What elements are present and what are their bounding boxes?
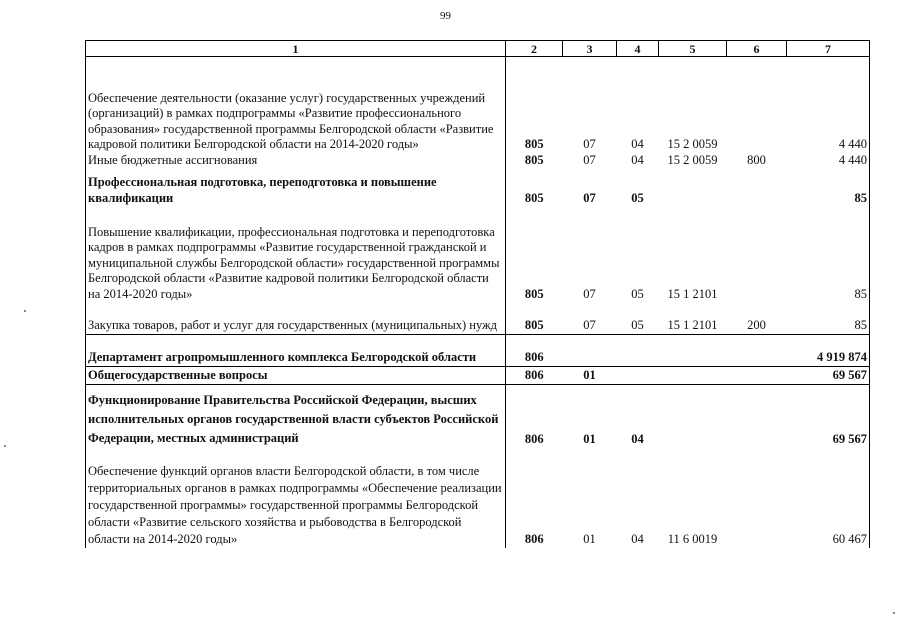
row-section: 07	[583, 137, 596, 151]
table-row	[86, 168, 870, 206]
row-subsection	[617, 334, 659, 366]
row-section: 07	[583, 286, 596, 301]
row-amount: 4 919 874	[787, 334, 870, 366]
row-subsection: 05	[617, 302, 659, 334]
table-row	[86, 384, 870, 448]
row-subsection: 04	[631, 532, 644, 546]
row-code: 805	[506, 168, 563, 206]
row-subsection: 04	[631, 137, 644, 151]
row-amount: 4 440	[787, 57, 870, 153]
row-description: Департамент агропромышленного комплекса Белгородской области	[86, 334, 506, 366]
table-row	[86, 448, 870, 548]
row-code: 806	[506, 384, 563, 448]
header-col-6: 6	[727, 41, 787, 57]
row-amount: 85	[787, 206, 870, 302]
scan-speck	[24, 310, 26, 312]
row-section: 07	[583, 190, 596, 205]
row-subsection	[617, 366, 659, 384]
table-row	[86, 334, 870, 366]
row-code: 805	[506, 302, 563, 334]
row-amount: 85	[787, 168, 870, 206]
row-expense-type	[727, 57, 787, 153]
row-expense-type: 200	[727, 302, 787, 334]
table-row	[86, 57, 870, 153]
row-section: 07	[583, 152, 596, 167]
row-target-article	[659, 334, 727, 366]
row-amount: 69 567	[787, 384, 870, 448]
row-amount: 60 467	[787, 448, 870, 548]
row-description: Обеспечение деятельности (оказание услуг) государственных учреждений (организаций) в рамках подпрограммы «Развитие профессионального образования» государственной программы Белгородской области «Развитие кадровой политики Белгородской области на 2014-2020 годы»	[86, 57, 506, 153]
row-description: Повышение квалификации, профессиональная подготовка и переподготовка кадров в рамках подпрограммы «Развитие государственной гражданской и муниципальной службы Белгородской области» государственной программы Белгородской области «Развитие кадровой политики Белгородской области на 2014-2020 годы»	[86, 206, 506, 302]
row-subsection: 05	[631, 286, 644, 301]
row-expense-type	[727, 334, 787, 366]
table-row	[86, 206, 870, 302]
row-expense-type: 800	[747, 152, 766, 167]
header-col-7: 7	[787, 41, 870, 57]
header-col-4: 4	[617, 41, 659, 57]
row-amount: 85	[787, 302, 870, 334]
row-target-article: 15 1 2101	[659, 302, 727, 334]
row-expense-type	[727, 206, 787, 302]
row-code: 805	[506, 206, 563, 302]
budget-table	[85, 40, 870, 548]
row-expense-type	[727, 168, 787, 206]
row-section: 01	[583, 532, 596, 546]
row-expense-type	[727, 448, 787, 548]
row-target-article	[659, 384, 727, 448]
row-code: 805	[506, 153, 563, 169]
row-target-article: 15 2 0059	[667, 152, 718, 167]
row-code: 806	[506, 334, 563, 366]
row-code: 806	[506, 448, 563, 548]
table-row	[86, 153, 870, 169]
row-amount: 4 440	[787, 153, 870, 169]
header-col-1: 1	[86, 41, 506, 57]
row-description: Функционирование Правительства Российской Федерации, высших исполнительных органов государственной власти субъектов Российской Федерации, местных администраций	[86, 384, 506, 448]
row-target-article	[659, 366, 727, 384]
table-row	[86, 302, 870, 334]
row-description: Закупка товаров, работ и услуг для государственных (муниципальных) нужд	[86, 302, 506, 334]
row-subsection: 05	[631, 190, 644, 205]
row-subsection: 04	[631, 152, 644, 167]
header-col-2: 2	[506, 41, 563, 57]
page-number: 99	[440, 10, 451, 22]
row-target-article: 15 1 2101	[667, 286, 718, 301]
scan-speck	[893, 612, 895, 614]
row-description: Профессиональная подготовка, переподготовка и повышение квалификации	[86, 168, 506, 206]
row-target-article	[659, 168, 727, 206]
row-description: Обеспечение функций органов власти Белгородской области, в том числе территориальных органов в рамках подпрограммы «Обеспечение реализации государственной программы» государственной программы Белгородской области «Развитие сельского хозяйства и рыбоводства в Белгородской области на 2014-2020 годы»	[86, 448, 506, 548]
header-col-3: 3	[563, 41, 617, 57]
row-target-article: 11 6 0019	[667, 532, 718, 546]
row-expense-type	[727, 384, 787, 448]
row-section: 01	[563, 366, 617, 384]
row-section: 01	[583, 432, 596, 446]
row-expense-type	[727, 366, 787, 384]
row-section	[563, 334, 617, 366]
row-amount: 69 567	[787, 366, 870, 384]
row-code: 806	[506, 366, 563, 384]
table-row	[86, 366, 870, 384]
header-col-5: 5	[659, 41, 727, 57]
row-target-article: 15 2 0059	[667, 137, 718, 151]
scan-speck	[4, 445, 6, 447]
row-code: 805	[506, 57, 563, 153]
table-header-row	[86, 41, 870, 57]
row-section: 07	[563, 302, 617, 334]
row-subsection: 04	[631, 432, 644, 446]
row-description: Иные бюджетные ассигнования	[86, 153, 506, 169]
row-description: Общегосударственные вопросы	[86, 366, 506, 384]
